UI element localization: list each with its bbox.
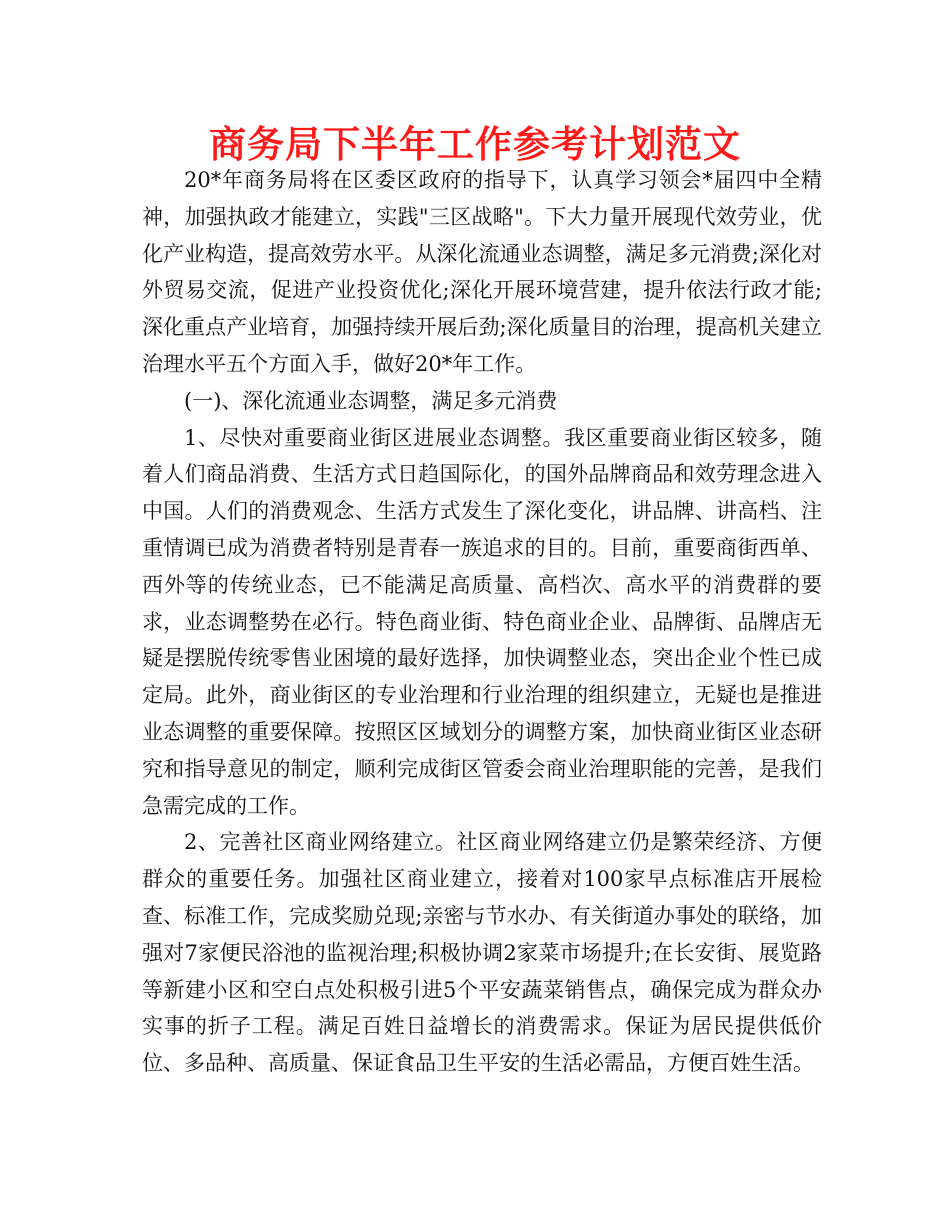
paragraph-item-1: 1、尽快对重要商业街区进展业态调整。我区重要商业街区较多，随着人们商品消费、生活方式日趋国际化，的国外品牌商品和效劳理念进入中国。人们的消费观念、生活方式发生了深化变化，讲品牌、讲高档、注重情调已成为消费者特别是青春一族追求的目的。目前，重要商街西单、西外等的传统业态，已不能满足高质量、高档次、高水平的消费群的要求，业态调整势在必行。特色商业街、特色商业企业、品牌街、品牌店无疑是摆脱传统零售业困境的最好选择，加快调整业态，突出企业个性已成定局。此外，商业街区的专业治理和行业治理的组织建立，无疑也是推进业态调整的重要保障。按照区区域划分的调整方案，加快商业街区业态研究和指导意见的制定，顺利完成街区管委会商业治理职能的完善，是我们急需完成的工作。 [142,425,822,818]
paragraph-item-2: 2、完善社区商业网络建立。社区商业网络建立仍是繁荣经济、方便群众的重要任务。加强社区商业建立，接着对100家早点标准店开展检查、标准工作，完成奖励兑现;亲密与节水办、有关街道办事处的联络，加强对7家便民浴池的监视治理;积极协调2家菜市场提升;在长安街、展览路等新建小区和空白点处积极引进5个平安蔬菜销售点，确保完成为群众办实事的折子工程。满足百姓日益增长的消费需求。保证为居民提供低价位、多品种、高质量、保证食品卫生平安的生活必需品，方便百姓生活。 [142,830,822,1076]
paragraph-intro: 20*年商务局将在区委区政府的指导下，认真学习领会*届四中全精神，加强执政才能建立，实践"三区战略"。下大力量开展现代效劳业，优化产业构造，提高效劳水平。从深化流通业态调整，满足多元消费;深化对外贸易交流，促进产业投资优化;深化开展环境营建，提升依法行政才能;深化重点产业培育，加强持续开展后劲;深化质量目的治理，提高机关建立治理水平五个方面入手，做好20*年工作。 [142,168,822,376]
paragraph-section-heading: (一)、深化流通业态调整，满足多元消费 [184,388,558,413]
document-body [142,162,822,1082]
document-title: 商务局下半年工作参考计划范文 [209,123,741,166]
